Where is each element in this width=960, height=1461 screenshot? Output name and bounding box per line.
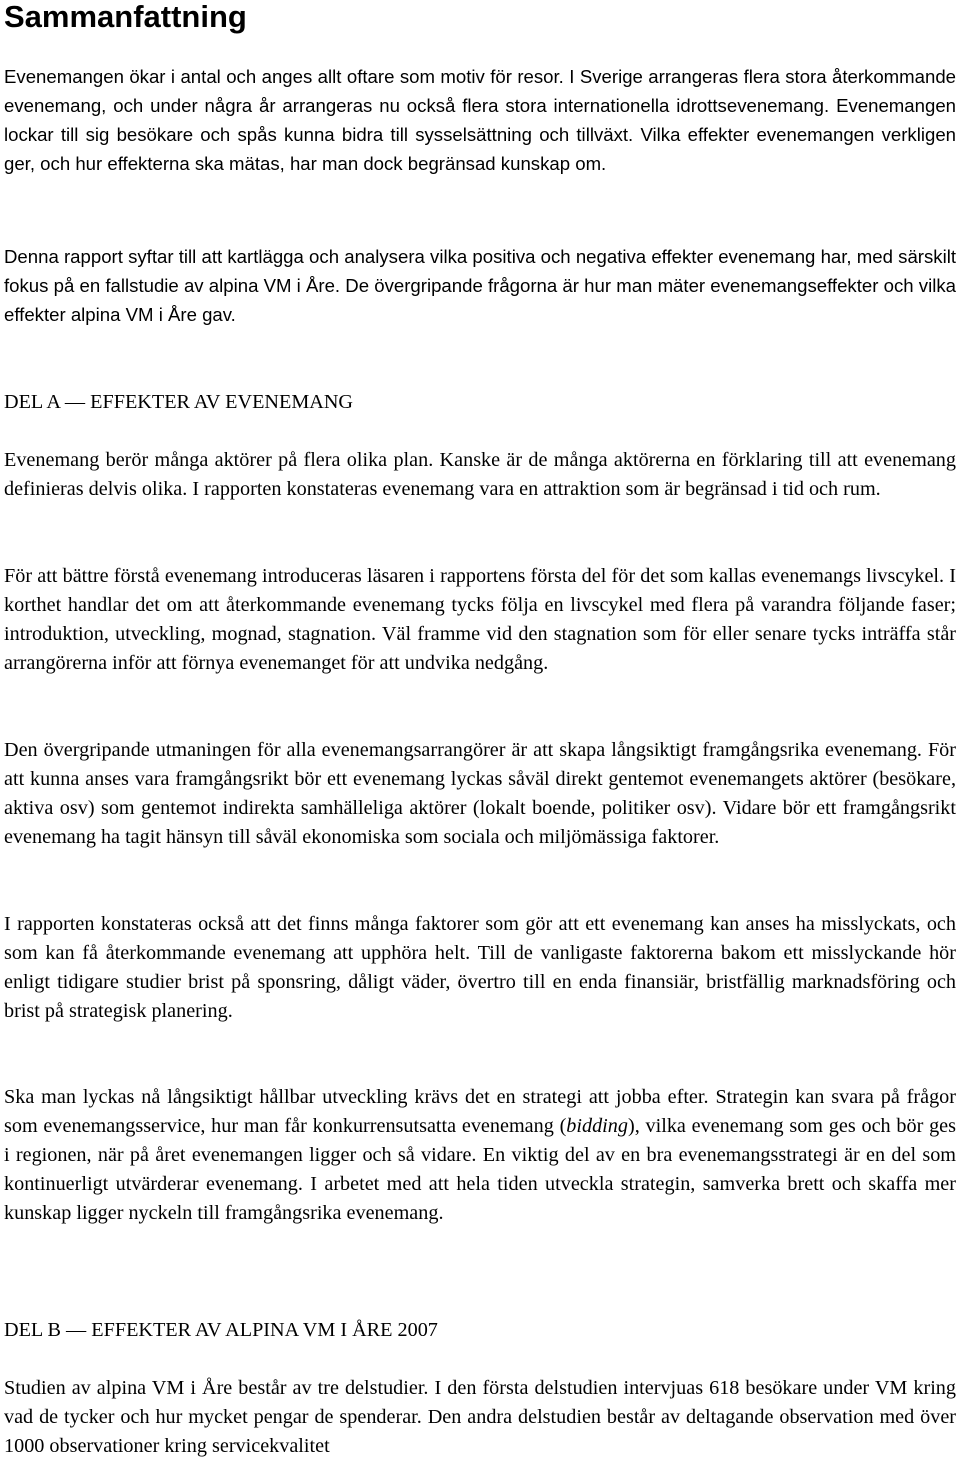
page-title: Sammanfattning — [4, 0, 247, 34]
bidding-term: bidding — [566, 1115, 628, 1137]
section-a-paragraph-4: I rapporten konstateras också att det finns många faktorer som gör att ett evenemang kan anses ha misslyckats, och som kan få återkommande evenemang att upphöra helt. Till de vanligaste faktorerna bakom ett misslyckande hör enligt tidigare studier brist på sponsring, dåligt väder, övertro till en enda finansiär, bristfällig marknadsföring och brist på strategisk planering. — [4, 913, 956, 1022]
section-a-paragraph-1: Evenemang berör många aktörer på flera olika plan. Kanske är de många aktörerna en förklaring till att evenemang definieras delvis olika. I rapporten konstateras evenemang vara en attraktion som är begränsad i tid och rum. — [4, 449, 956, 500]
section-a-paragraph-5-start: Ska man lyckas nå långsiktigt hållbar utveckling krävs det en strategi att jobba efter. Strategin kan svara på frågor som evenemangsservice, hur man får konkurrensutsatta evenemang ( — [4, 1086, 956, 1137]
section-a-heading: DEL A — EFFEKTER AV EVENEMANG — [4, 391, 353, 413]
section-a-paragraph-5 — [4, 1083, 956, 1228]
section-b-heading: DEL B — EFFEKTER AV ALPINA VM I ÅRE 2007 — [4, 1319, 438, 1341]
section-a-paragraph-3: Den övergripande utmaningen för alla evenemangsarrangörer är att skapa långsiktigt framgångsrika evenemang. För att kunna anses vara framgångsrikt bör ett evenemang lyckas såväl direkt gentemot evenemangets aktörer (besökare, aktiva osv) som gentemot indirekta samhälleliga aktörer (lokalt boende, politiker osv). Vidare bör ett framgångsrikt evenemang ha tagit hänsyn till såväl ekonomiska som sociala och miljömässiga faktorer. — [4, 739, 956, 848]
section-a-paragraph-2: För att bättre förstå evenemang introduceras läsaren i rapportens första del för det som kallas evenemangs livscykel. I korthet handlar det om att återkommande evenemang tycks följa en livscykel med flera på varandra följande faser; introduktion, utveckling, mognad, stagnation. Väl framme vid den stagnation som för eller senare tycks inträffa står arrangörerna inför att förnya evenemanget för att undvika nedgång. — [4, 565, 956, 674]
section-b-paragraph-1: Studien av alpina VM i Åre består av tre delstudier. I den första delstudien intervjuas 618 besökare under VM kring vad de tycker och hur mycket pengar de spenderar. Den andra delstudien består av deltagande observation med över 1000 observationer kring servicekvalitet — [4, 1377, 956, 1457]
section-a-paragraph-5-end: ), vilka evenemang som ges och bör ges i regionen, när på året evenemangen ligger och så vidare. En viktig del av en bra evenemangsstrategi är en del som kontinuerligt utvärderar evenemang. I arbetet med att hela tiden utveckla strategin, samverka brett och skaffa mer kunskap ligger nyckeln till framgångsrika evenemang. — [4, 1115, 956, 1224]
intro-paragraph-1: Evenemangen ökar i antal och anges allt oftare som motiv för resor. I Sverige arrangeras flera stora återkommande evenemang, och under några år arrangeras nu också flera stora internationella idrottsevenemang. Evenemangen lockar till sig besökare och spås kunna bidra till sysselsättning och tillväxt. Vilka effekter evenemangen verkligen ger, och hur effekterna ska mätas, har man dock begränsad kunskap om. — [4, 66, 956, 174]
intro-paragraph-2: Denna rapport syftar till att kartlägga och analysera vilka positiva och negativa effekter evenemang har, med särskilt fokus på en fallstudie av alpina VM i Åre. De övergripande frågorna är hur man mäter evenemangseffekter och vilka effekter alpina VM i Åre gav. — [4, 246, 956, 325]
